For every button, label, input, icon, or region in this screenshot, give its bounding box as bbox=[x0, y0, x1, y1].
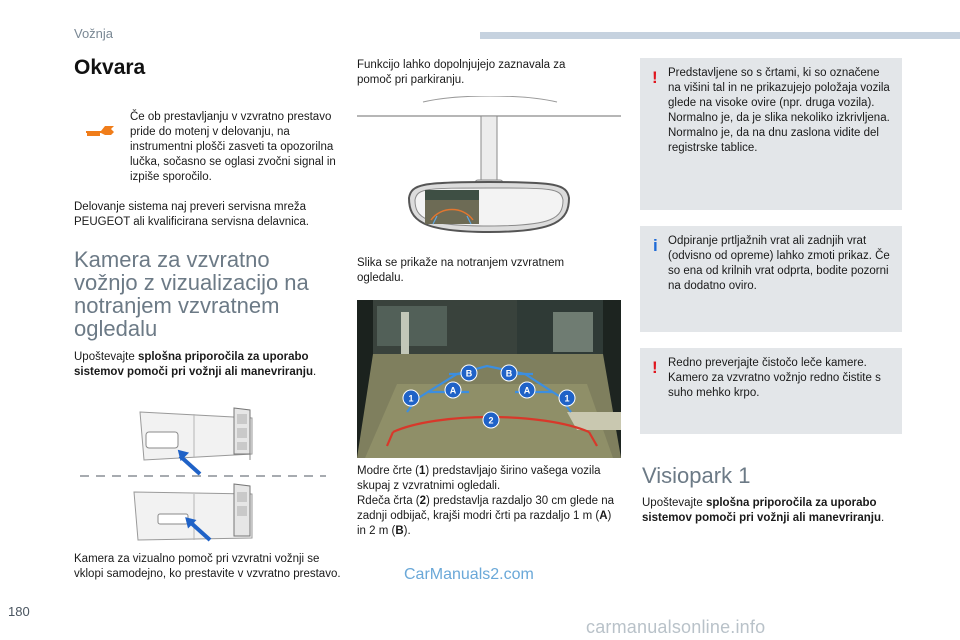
recommend-suffix: . bbox=[313, 366, 317, 378]
mirror-display-text: Slika se prikaže na notranjem vzvratnem ogledalu. bbox=[357, 257, 565, 284]
notice1-text: Predstavljene so s črtami, ki so označene na višini tal in ne prikazujejo položaja vozila glede na visoke ovire (npr. druga vozila). Normalno je, da je slika nekoliko izkrivljena. Normalno je, da na dnu zaslona vidite del registrske tablice. bbox=[668, 67, 890, 154]
visiopark-prefix: Upoštevajte bbox=[642, 497, 706, 509]
camera-view-image bbox=[357, 300, 621, 458]
camera-auto-text: Kamera za vizualno pomoč pri vzvratni vožnji se vklopi samodejno, ko prestavite v vzvratno prestavo. bbox=[74, 553, 341, 580]
lines2-c: ) predstavlja razdaljo 30 cm glede na zadnji odbijač, krajši modri črti pa razdaljo 1 m ( bbox=[357, 495, 614, 522]
svg-text:1: 1 bbox=[408, 393, 414, 404]
recommend-prefix: Upoštevajte bbox=[74, 351, 138, 363]
svg-text:1: 1 bbox=[564, 393, 570, 404]
notice-info-doors bbox=[640, 226, 902, 332]
lines2-d: A bbox=[599, 510, 608, 522]
header-bar bbox=[480, 32, 960, 39]
lines1-b: 1 bbox=[419, 465, 426, 477]
notice2-text: Odpiranje prtljažnih vrat ali zadnjih vrat (odvisno od opreme) lahko zmoti prikaz. Če so ena od krilnih vrat odprta, bodite pozorni na dodatno oviro. bbox=[668, 235, 890, 292]
rearview-mirror-illustration bbox=[357, 96, 621, 246]
service-text: Delovanje sistema naj preveri servisna mreža PEUGEOT ali kvalificirana servisna delavnica. bbox=[74, 201, 309, 228]
page-number: 180 bbox=[8, 604, 30, 619]
notice3-text: Redno preverjajte čistočo leče kamere. Kamero za vzvratno vožnjo redno čistite s suho mehko krpo. bbox=[668, 357, 881, 399]
badge-2 bbox=[483, 412, 499, 428]
lines1-a: Modre črte ( bbox=[357, 465, 419, 477]
lines2-f: B bbox=[395, 525, 404, 537]
guide-lines-text bbox=[357, 464, 623, 539]
svg-text:B: B bbox=[505, 368, 513, 379]
badge-b-right bbox=[501, 365, 517, 381]
watermark-carmanualsonline[interactable]: carmanualsonline.info bbox=[586, 617, 766, 637]
sensors-intro-text: Funkcijo lahko dopolnjujejo zaznavala za pomoč pri parkiranju. bbox=[357, 59, 566, 86]
svg-text:2: 2 bbox=[488, 415, 494, 426]
section-label: Vožnja bbox=[74, 26, 114, 41]
okvara-title: Okvara bbox=[74, 56, 146, 79]
watermark-carmanuals2[interactable]: CarManuals2.com bbox=[404, 566, 534, 583]
badge-a-left bbox=[445, 382, 461, 398]
camera-section-title: Kamera za vzvratno vožnjo z vizualizacijo na notranjem vzvratnem ogledalu bbox=[74, 247, 309, 341]
badge-1-right bbox=[559, 390, 575, 406]
vehicle-rear-camera-illustration bbox=[74, 398, 336, 546]
visiopark-suffix: . bbox=[881, 512, 885, 524]
lines1-c: ) predstavljajo širino vašega vozila skupaj z vzvratnimi ogledali. bbox=[357, 465, 601, 492]
badge-1-left bbox=[403, 390, 419, 406]
info-icon: i bbox=[653, 236, 658, 255]
notice-warning-cleaning bbox=[640, 348, 902, 434]
visiopark-title: Visiopark 1 bbox=[642, 463, 751, 488]
lines2-g: ). bbox=[403, 525, 411, 537]
visiopark-bold: splošna priporočila za uporabo sistemov pomoči pri vožnji ali manevriranju bbox=[642, 497, 882, 524]
camera-recommendation bbox=[74, 350, 340, 380]
lines2-b: 2 bbox=[419, 495, 427, 507]
warning-icon: ! bbox=[652, 68, 658, 87]
wrench-icon bbox=[84, 116, 116, 140]
svg-text:B: B bbox=[465, 368, 473, 379]
recommend-bold: splošna priporočila za uporabo sistemov pomoči pri vožnji ali manevriranju bbox=[74, 351, 314, 378]
lines2-e: ) in 2 m ( bbox=[357, 510, 612, 537]
lines2-a: Rdeča črta ( bbox=[357, 495, 420, 507]
svg-text:A: A bbox=[449, 385, 457, 396]
svg-text:A: A bbox=[523, 385, 531, 396]
badge-a-right bbox=[519, 382, 535, 398]
warning-icon: ! bbox=[652, 358, 658, 377]
okvara-text: Če ob prestavljanju v vzvratno prestavo pride do motenj v delovanju, na instrumentni plošči zasveti ta opozorilna lučka, sočasno se oglasi zvočni signal in izpiše sporočilo. bbox=[130, 111, 336, 183]
badge-b-left bbox=[461, 365, 477, 381]
notice-warning-lines bbox=[640, 58, 902, 210]
visiopark-recommendation bbox=[642, 496, 904, 526]
